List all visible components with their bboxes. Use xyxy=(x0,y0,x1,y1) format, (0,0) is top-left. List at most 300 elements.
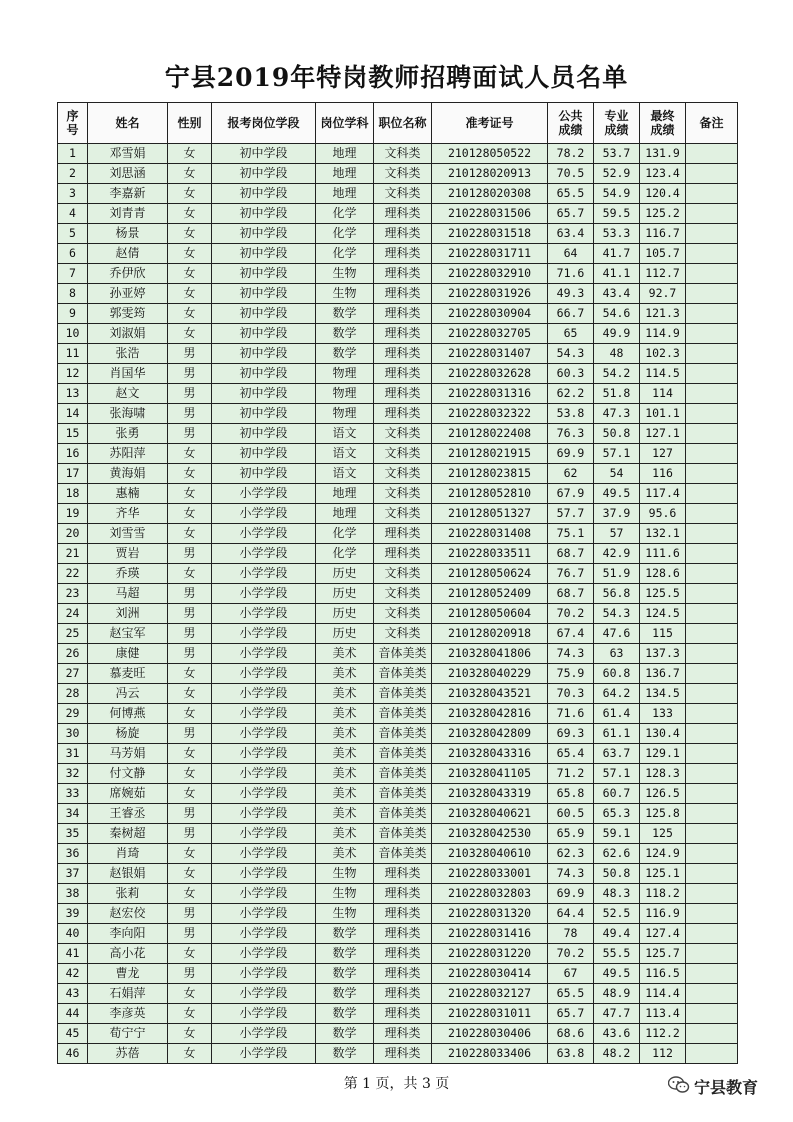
cell-category: 理科类 xyxy=(374,924,432,944)
cell-seq: 33 xyxy=(58,784,88,804)
table-row xyxy=(58,384,738,404)
cell-stage: 初中学段 xyxy=(212,324,316,344)
cell-major-score: 63 xyxy=(594,644,640,664)
cell-gender: 男 xyxy=(168,724,212,744)
cell-category: 理科类 xyxy=(374,964,432,984)
cell-name: 刘思涵 xyxy=(88,164,168,184)
cell-seq: 45 xyxy=(58,1024,88,1044)
cell-seq: 43 xyxy=(58,984,88,1004)
cell-name: 李嘉新 xyxy=(88,184,168,204)
cell-stage: 初中学段 xyxy=(212,304,316,324)
cell-subject: 生物 xyxy=(316,884,374,904)
cell-major-score: 52.5 xyxy=(594,904,640,924)
cell-final-score: 134.5 xyxy=(640,684,686,704)
page-title: 宁县2019年特岗教师招聘面试人员名单 xyxy=(164,63,629,92)
cell-seq: 5 xyxy=(58,224,88,244)
cell-public-score: 62.2 xyxy=(548,384,594,404)
cell-final-score: 102.3 xyxy=(640,344,686,364)
cell-major-score: 60.8 xyxy=(594,664,640,684)
cell-gender: 男 xyxy=(168,624,212,644)
cell-name: 刘洲 xyxy=(88,604,168,624)
cell-exam-no: 210328041105 xyxy=(432,764,548,784)
table-row xyxy=(58,524,738,544)
cell-exam-no: 210228030406 xyxy=(432,1024,548,1044)
cell-stage: 初中学段 xyxy=(212,284,316,304)
table-row xyxy=(58,344,738,364)
cell-category: 理科类 xyxy=(374,404,432,424)
cell-remark xyxy=(686,344,738,364)
cell-exam-no: 210328043521 xyxy=(432,684,548,704)
cell-name: 赵银娟 xyxy=(88,864,168,884)
cell-name: 赵宏佼 xyxy=(88,904,168,924)
table-row xyxy=(58,444,738,464)
cell-remark xyxy=(686,744,738,764)
cell-public-score: 62 xyxy=(548,464,594,484)
cell-seq: 29 xyxy=(58,704,88,724)
cell-final-score: 120.4 xyxy=(640,184,686,204)
cell-final-score: 114.4 xyxy=(640,984,686,1004)
cell-category: 文科类 xyxy=(374,604,432,624)
cell-major-score: 59.5 xyxy=(594,204,640,224)
account-name: 宁县教育 xyxy=(694,1078,759,1097)
cell-final-score: 136.7 xyxy=(640,664,686,684)
cell-category: 音体美类 xyxy=(374,684,432,704)
cell-name: 贾岩 xyxy=(88,544,168,564)
cell-final-score: 116.7 xyxy=(640,224,686,244)
cell-seq: 20 xyxy=(58,524,88,544)
cell-stage: 小学学段 xyxy=(212,764,316,784)
cell-public-score: 75.9 xyxy=(548,664,594,684)
cell-seq: 46 xyxy=(58,1044,88,1064)
cell-final-score: 128.3 xyxy=(640,764,686,784)
cell-major-score: 50.8 xyxy=(594,864,640,884)
cell-final-score: 113.4 xyxy=(640,1004,686,1024)
cell-seq: 1 xyxy=(58,144,88,164)
cell-remark xyxy=(686,584,738,604)
cell-major-score: 49.5 xyxy=(594,964,640,984)
cell-gender: 女 xyxy=(168,1004,212,1024)
cell-public-score: 70.2 xyxy=(548,944,594,964)
cell-major-score: 51.9 xyxy=(594,564,640,584)
table-row xyxy=(58,1004,738,1024)
cell-exam-no: 210328040610 xyxy=(432,844,548,864)
cell-category: 理科类 xyxy=(374,864,432,884)
cell-public-score: 65.8 xyxy=(548,784,594,804)
cell-gender: 女 xyxy=(168,844,212,864)
cell-subject: 化学 xyxy=(316,204,374,224)
cell-final-score: 125.2 xyxy=(640,204,686,224)
table-row xyxy=(58,364,738,384)
cell-exam-no: 210228032910 xyxy=(432,264,548,284)
cell-name: 曹龙 xyxy=(88,964,168,984)
cell-stage: 小学学段 xyxy=(212,624,316,644)
cell-name: 荀宁宁 xyxy=(88,1024,168,1044)
table-row xyxy=(58,1024,738,1044)
cell-major-score: 57 xyxy=(594,524,640,544)
cell-exam-no: 210228033406 xyxy=(432,1044,548,1064)
cell-final-score: 131.9 xyxy=(640,144,686,164)
cell-exam-no: 210228031407 xyxy=(432,344,548,364)
cell-gender: 男 xyxy=(168,344,212,364)
cell-major-score: 51.8 xyxy=(594,384,640,404)
cell-remark xyxy=(686,964,738,984)
cell-subject: 数学 xyxy=(316,344,374,364)
cell-public-score: 65.7 xyxy=(548,204,594,224)
cell-seq: 44 xyxy=(58,1004,88,1024)
cell-stage: 小学学段 xyxy=(212,1024,316,1044)
cell-stage: 小学学段 xyxy=(212,564,316,584)
cell-major-score: 43.6 xyxy=(594,1024,640,1044)
cell-gender: 女 xyxy=(168,444,212,464)
cell-gender: 男 xyxy=(168,804,212,824)
account-logo xyxy=(668,1075,758,1098)
cell-category: 理科类 xyxy=(374,1004,432,1024)
header-exam-no: 准考证号 xyxy=(432,103,548,144)
cell-seq: 13 xyxy=(58,384,88,404)
header-final-score: 最终 成绩 xyxy=(640,103,686,144)
cell-public-score: 68.7 xyxy=(548,544,594,564)
cell-major-score: 48.9 xyxy=(594,984,640,1004)
cell-exam-no: 210228030414 xyxy=(432,964,548,984)
cell-name: 赵文 xyxy=(88,384,168,404)
cell-stage: 小学学段 xyxy=(212,884,316,904)
cell-name: 王睿丞 xyxy=(88,804,168,824)
cell-name: 李向阳 xyxy=(88,924,168,944)
cell-subject: 生物 xyxy=(316,864,374,884)
cell-exam-no: 210228032628 xyxy=(432,364,548,384)
cell-remark xyxy=(686,824,738,844)
table-row xyxy=(58,824,738,844)
cell-category: 文科类 xyxy=(374,584,432,604)
cell-public-score: 54.3 xyxy=(548,344,594,364)
cell-exam-no: 210128050522 xyxy=(432,144,548,164)
cell-subject: 美术 xyxy=(316,724,374,744)
cell-final-score: 101.1 xyxy=(640,404,686,424)
cell-remark xyxy=(686,544,738,564)
cell-public-score: 70.5 xyxy=(548,164,594,184)
cell-remark xyxy=(686,684,738,704)
roster-body xyxy=(58,144,738,1064)
cell-gender: 男 xyxy=(168,364,212,384)
header-major-score: 专业 成绩 xyxy=(594,103,640,144)
cell-seq: 21 xyxy=(58,544,88,564)
cell-gender: 女 xyxy=(168,684,212,704)
cell-category: 文科类 xyxy=(374,504,432,524)
cell-name: 乔瑛 xyxy=(88,564,168,584)
cell-exam-no: 210228031506 xyxy=(432,204,548,224)
cell-public-score: 53.8 xyxy=(548,404,594,424)
cell-name: 赵宝军 xyxy=(88,624,168,644)
cell-remark xyxy=(686,1024,738,1044)
cell-stage: 小学学段 xyxy=(212,944,316,964)
cell-exam-no: 210128022408 xyxy=(432,424,548,444)
cell-category: 文科类 xyxy=(374,184,432,204)
cell-name: 肖琦 xyxy=(88,844,168,864)
cell-exam-no: 210328042809 xyxy=(432,724,548,744)
cell-gender: 男 xyxy=(168,604,212,624)
cell-public-score: 74.3 xyxy=(548,644,594,664)
cell-public-score: 68.6 xyxy=(548,1024,594,1044)
cell-public-score: 65.9 xyxy=(548,824,594,844)
cell-category: 音体美类 xyxy=(374,804,432,824)
cell-gender: 女 xyxy=(168,664,212,684)
cell-name: 马超 xyxy=(88,584,168,604)
cell-final-score: 112 xyxy=(640,1044,686,1064)
cell-exam-no: 210228031316 xyxy=(432,384,548,404)
cell-seq: 39 xyxy=(58,904,88,924)
cell-subject: 数学 xyxy=(316,964,374,984)
cell-subject: 数学 xyxy=(316,944,374,964)
cell-category: 文科类 xyxy=(374,164,432,184)
cell-subject: 数学 xyxy=(316,324,374,344)
cell-stage: 初中学段 xyxy=(212,144,316,164)
cell-subject: 数学 xyxy=(316,1004,374,1024)
cell-major-score: 48 xyxy=(594,344,640,364)
table-row xyxy=(58,424,738,444)
cell-exam-no: 210328043316 xyxy=(432,744,548,764)
cell-name: 邓雪娟 xyxy=(88,144,168,164)
table-row xyxy=(58,924,738,944)
cell-major-score: 57.1 xyxy=(594,764,640,784)
cell-seq: 38 xyxy=(58,884,88,904)
cell-remark xyxy=(686,644,738,664)
cell-major-score: 55.5 xyxy=(594,944,640,964)
cell-stage: 小学学段 xyxy=(212,904,316,924)
cell-exam-no: 210128050604 xyxy=(432,604,548,624)
cell-category: 理科类 xyxy=(374,384,432,404)
table-row xyxy=(58,144,738,164)
cell-seq: 3 xyxy=(58,184,88,204)
cell-final-score: 114.9 xyxy=(640,324,686,344)
cell-public-score: 64.4 xyxy=(548,904,594,924)
cell-gender: 女 xyxy=(168,264,212,284)
cell-final-score: 118.2 xyxy=(640,884,686,904)
cell-major-score: 50.8 xyxy=(594,424,640,444)
cell-subject: 美术 xyxy=(316,684,374,704)
cell-remark xyxy=(686,284,738,304)
cell-name: 齐华 xyxy=(88,504,168,524)
cell-exam-no: 210228033511 xyxy=(432,544,548,564)
header-subject: 岗位学科 xyxy=(316,103,374,144)
cell-remark xyxy=(686,884,738,904)
cell-stage: 初中学段 xyxy=(212,164,316,184)
cell-gender: 女 xyxy=(168,784,212,804)
cell-remark xyxy=(686,1004,738,1024)
table-row xyxy=(58,684,738,704)
cell-subject: 数学 xyxy=(316,304,374,324)
cell-category: 理科类 xyxy=(374,884,432,904)
cell-exam-no: 210328040621 xyxy=(432,804,548,824)
cell-final-score: 121.3 xyxy=(640,304,686,324)
cell-gender: 男 xyxy=(168,404,212,424)
table-row xyxy=(58,704,738,724)
cell-remark xyxy=(686,424,738,444)
cell-name: 苏阳萍 xyxy=(88,444,168,464)
cell-category: 理科类 xyxy=(374,904,432,924)
cell-stage: 小学学段 xyxy=(212,744,316,764)
cell-subject: 美术 xyxy=(316,784,374,804)
cell-category: 音体美类 xyxy=(374,704,432,724)
cell-major-score: 41.1 xyxy=(594,264,640,284)
cell-seq: 8 xyxy=(58,284,88,304)
cell-stage: 初中学段 xyxy=(212,384,316,404)
cell-category: 音体美类 xyxy=(374,644,432,664)
cell-stage: 小学学段 xyxy=(212,964,316,984)
cell-category: 文科类 xyxy=(374,144,432,164)
cell-major-score: 56.8 xyxy=(594,584,640,604)
cell-remark xyxy=(686,164,738,184)
roster-table xyxy=(57,102,738,1064)
cell-final-score: 129.1 xyxy=(640,744,686,764)
cell-exam-no: 210228031011 xyxy=(432,1004,548,1024)
cell-final-score: 116 xyxy=(640,464,686,484)
cell-stage: 小学学段 xyxy=(212,644,316,664)
cell-remark xyxy=(686,524,738,544)
cell-stage: 小学学段 xyxy=(212,664,316,684)
cell-subject: 生物 xyxy=(316,264,374,284)
cell-subject: 数学 xyxy=(316,924,374,944)
cell-public-score: 76.3 xyxy=(548,424,594,444)
cell-stage: 初中学段 xyxy=(212,424,316,444)
cell-final-score: 127.1 xyxy=(640,424,686,444)
cell-gender: 女 xyxy=(168,144,212,164)
table-row xyxy=(58,284,738,304)
cell-final-score: 105.7 xyxy=(640,244,686,264)
cell-category: 理科类 xyxy=(374,344,432,364)
cell-exam-no: 210128052810 xyxy=(432,484,548,504)
cell-seq: 35 xyxy=(58,824,88,844)
cell-public-score: 65.5 xyxy=(548,184,594,204)
cell-exam-no: 210228031408 xyxy=(432,524,548,544)
cell-exam-no: 210328042530 xyxy=(432,824,548,844)
table-row xyxy=(58,544,738,564)
cell-remark xyxy=(686,984,738,1004)
table-row xyxy=(58,764,738,784)
cell-subject: 数学 xyxy=(316,1044,374,1064)
cell-gender: 女 xyxy=(168,564,212,584)
cell-final-score: 115 xyxy=(640,624,686,644)
cell-final-score: 132.1 xyxy=(640,524,686,544)
cell-seq: 24 xyxy=(58,604,88,624)
cell-remark xyxy=(686,864,738,884)
cell-name: 杨景 xyxy=(88,224,168,244)
cell-exam-no: 210228031320 xyxy=(432,904,548,924)
cell-stage: 初中学段 xyxy=(212,464,316,484)
cell-seq: 9 xyxy=(58,304,88,324)
cell-seq: 2 xyxy=(58,164,88,184)
cell-gender: 女 xyxy=(168,984,212,1004)
table-row xyxy=(58,604,738,624)
cell-major-score: 48.3 xyxy=(594,884,640,904)
cell-name: 苏蓓 xyxy=(88,1044,168,1064)
cell-stage: 小学学段 xyxy=(212,504,316,524)
cell-gender: 女 xyxy=(168,204,212,224)
cell-subject: 生物 xyxy=(316,284,374,304)
cell-remark xyxy=(686,944,738,964)
cell-subject: 美术 xyxy=(316,764,374,784)
cell-subject: 历史 xyxy=(316,564,374,584)
cell-major-score: 37.9 xyxy=(594,504,640,524)
cell-category: 音体美类 xyxy=(374,724,432,744)
cell-major-score: 54.3 xyxy=(594,604,640,624)
cell-stage: 小学学段 xyxy=(212,684,316,704)
cell-gender: 男 xyxy=(168,824,212,844)
cell-public-score: 62.3 xyxy=(548,844,594,864)
header-seq: 序 号 xyxy=(58,103,88,144)
cell-name: 孙亚婷 xyxy=(88,284,168,304)
cell-stage: 初中学段 xyxy=(212,204,316,224)
cell-seq: 19 xyxy=(58,504,88,524)
cell-remark xyxy=(686,724,738,744)
cell-stage: 小学学段 xyxy=(212,804,316,824)
cell-name: 张莉 xyxy=(88,884,168,904)
cell-seq: 30 xyxy=(58,724,88,744)
cell-public-score: 63.8 xyxy=(548,1044,594,1064)
cell-final-score: 123.4 xyxy=(640,164,686,184)
cell-remark xyxy=(686,804,738,824)
table-row xyxy=(58,404,738,424)
cell-stage: 小学学段 xyxy=(212,984,316,1004)
cell-exam-no: 210328043319 xyxy=(432,784,548,804)
cell-category: 理科类 xyxy=(374,324,432,344)
cell-public-score: 60.5 xyxy=(548,804,594,824)
cell-remark xyxy=(686,144,738,164)
table-row xyxy=(58,644,738,664)
cell-seq: 36 xyxy=(58,844,88,864)
cell-stage: 小学学段 xyxy=(212,704,316,724)
cell-gender: 男 xyxy=(168,924,212,944)
cell-remark xyxy=(686,224,738,244)
cell-remark xyxy=(686,784,738,804)
cell-exam-no: 210228030904 xyxy=(432,304,548,324)
cell-major-score: 48.2 xyxy=(594,1044,640,1064)
cell-gender: 男 xyxy=(168,424,212,444)
cell-category: 理科类 xyxy=(374,244,432,264)
cell-stage: 小学学段 xyxy=(212,864,316,884)
cell-remark xyxy=(686,384,738,404)
cell-stage: 初中学段 xyxy=(212,244,316,264)
cell-category: 理科类 xyxy=(374,364,432,384)
cell-major-score: 60.7 xyxy=(594,784,640,804)
cell-exam-no: 210328041806 xyxy=(432,644,548,664)
cell-exam-no: 210228033001 xyxy=(432,864,548,884)
cell-subject: 地理 xyxy=(316,484,374,504)
cell-gender: 男 xyxy=(168,384,212,404)
cell-category: 音体美类 xyxy=(374,824,432,844)
cell-exam-no: 210228032322 xyxy=(432,404,548,424)
cell-remark xyxy=(686,464,738,484)
header-category: 职位名称 xyxy=(374,103,432,144)
cell-remark xyxy=(686,304,738,324)
cell-gender: 女 xyxy=(168,504,212,524)
cell-remark xyxy=(686,264,738,284)
cell-stage: 初中学段 xyxy=(212,184,316,204)
cell-final-score: 114 xyxy=(640,384,686,404)
table-row xyxy=(58,324,738,344)
cell-stage: 小学学段 xyxy=(212,924,316,944)
table-row xyxy=(58,984,738,1004)
cell-final-score: 128.6 xyxy=(640,564,686,584)
cell-seq: 22 xyxy=(58,564,88,584)
cell-public-score: 71.2 xyxy=(548,764,594,784)
cell-final-score: 95.6 xyxy=(640,504,686,524)
cell-subject: 美术 xyxy=(316,744,374,764)
cell-final-score: 125.7 xyxy=(640,944,686,964)
cell-gender: 女 xyxy=(168,284,212,304)
cell-remark xyxy=(686,204,738,224)
table-row xyxy=(58,864,738,884)
cell-category: 文科类 xyxy=(374,564,432,584)
